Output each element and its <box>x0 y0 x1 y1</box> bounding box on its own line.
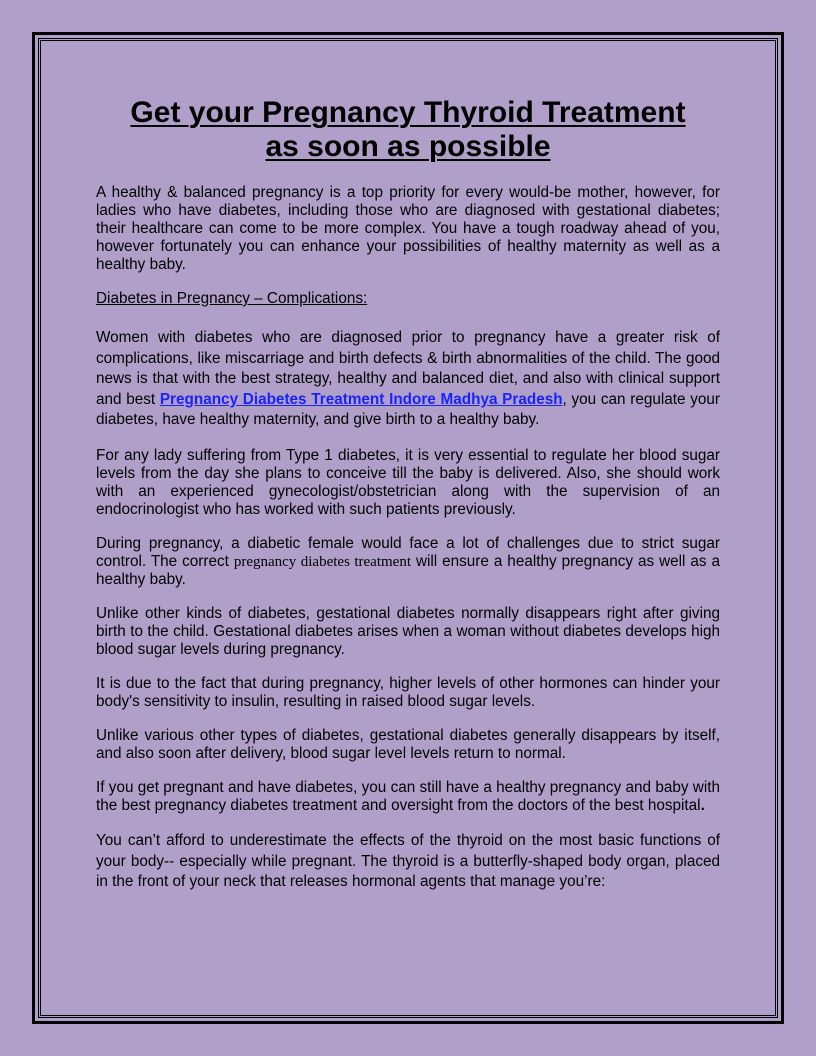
p8-end: . <box>700 796 705 814</box>
p4-text-after: will ensure a healthy pregnancy as well as a healthy baby. <box>96 552 720 588</box>
page-title <box>96 96 720 164</box>
p4-text-before: During pregnancy, a diabetic female would face a lot of challenges due to strict sugar control. The correct <box>96 534 720 570</box>
paragraph-disappears: Unlike various other types of diabetes, gestational diabetes generally disappears by itself, and also soon after delivery, blood sugar level levels return to normal. <box>96 726 720 762</box>
paragraph-healthy-pregnancy <box>96 779 720 815</box>
paragraph-gestational: Unlike other kinds of diabetes, gestational diabetes normally disappears right after giving birth to the child. Gestational diabetes arises when a woman without diabetes develops high blood sugar levels during pregnancy. <box>96 604 720 658</box>
section-subheading: Diabetes in Pregnancy – Complications: <box>96 290 368 307</box>
p8-text: If you get pregnant and have diabetes, you can still have a healthy pregnancy and baby with the best pregnancy diabetes treatment and oversight from the doctors of the best hospital <box>96 778 720 814</box>
paragraph-challenges <box>96 535 720 589</box>
document-body <box>96 96 720 909</box>
paragraph-intro: A healthy & balanced pregnancy is a top priority for every would-be mother, however, for ladies who have diabetes, including those who are diagnosed with gestational diabetes; their healthcare can come to be more complex. You have a tough roadway ahead of you, however fortunately you can enhance your possibilities of healthy maternity as well as a healthy baby. <box>96 184 720 273</box>
p4-serif-text: pregnancy diabetes treatment <box>233 553 411 570</box>
paragraph-hormones: It is due to the fact that during pregnancy, higher levels of other hormones can hinder your body's sensitivity to insulin, resulting in raised blood sugar levels. <box>96 674 720 710</box>
title-line-1: Get your Pregnancy Thyroid Treatment <box>130 96 686 129</box>
p2-text-after: , you can regulate your diabetes, have healthy maternity, and give birth to a healthy baby. <box>96 390 720 429</box>
paragraph-thyroid: You can’t afford to underestimate the effects of the thyroid on the most basic functions of your body-- especially while pregnant. The thyroid is a butterfly-shaped body organ, placed in the front of your neck that releases hormonal agents that manage you’re: <box>96 831 720 891</box>
p2-text-before: Women with diabetes who are diagnosed prior to pregnancy have a greater risk of complications, like miscarriage and birth defects & birth abnormalities of the child. The good news is that with the best strategy, healthy and balanced diet, and also with clinical support and best <box>96 329 720 408</box>
paragraph-complications <box>96 328 720 431</box>
title-line-2: as soon as possible <box>265 130 551 163</box>
paragraph-type1: For any lady suffering from Type 1 diabetes, it is very essential to regulate her blood sugar levels from the day she plans to conceive till the baby is delivered. Also, she should work with an experienced gynecologist/obstetrician along with the supervision of an endocrinologist who has worked with such patients previously. <box>96 446 720 518</box>
pregnancy-diabetes-treatment-link[interactable]: Pregnancy Diabetes Treatment Indore Madhya Pradesh <box>159 390 563 408</box>
